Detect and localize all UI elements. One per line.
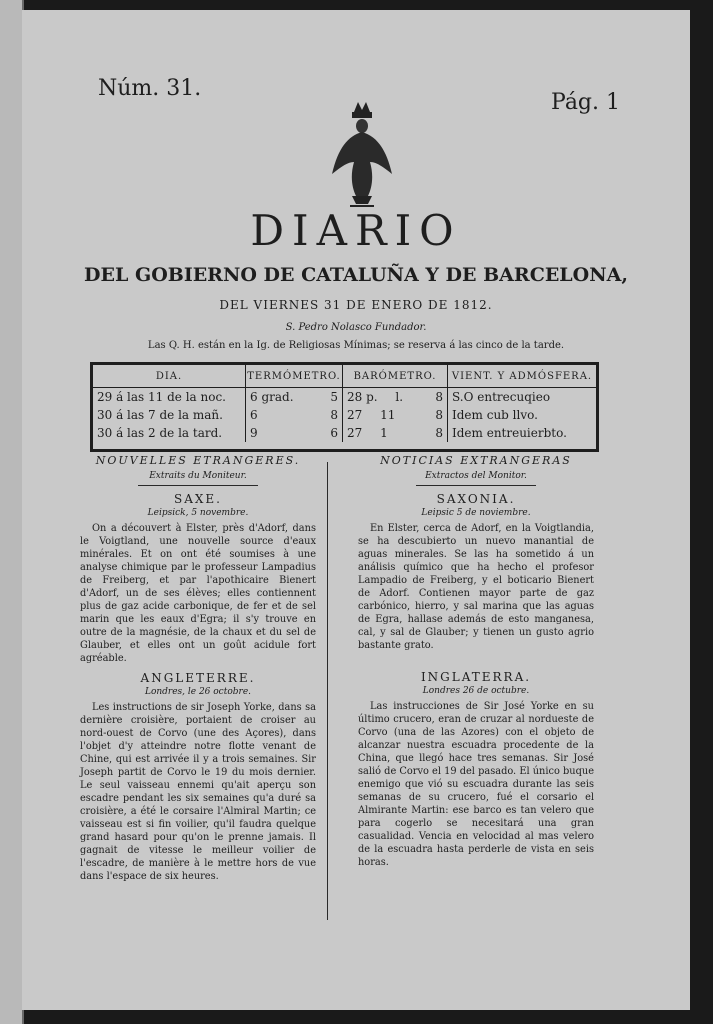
wind-cell: S.O entrecuqieo [452,390,551,404]
rule [416,485,536,486]
church-notice: Las Q. H. están en la Ig. de Religiosas Mínimas; se reserva á las cinco de la tarde. [147,340,565,351]
weather-table [90,362,599,452]
article-text: En Elster, cerca de Adorf, en la Voigtlandia, se ha descubierto un nuevo manantial de aguas minerales. Se las ha sometido á un análisis químico que ha hecho el profesor Lampadio de Freiberg, y el boticario Bienert de Adorf. Contienen mayor parte de gaz carbónico, hierro, y sal marina que las aguas de Egra, hallase además de esto manganesa, cal, y sal de Glauber; y tienen un gusto agrio bastante grato. [358,523,594,651]
temp-cell: 6 grad. 5 [246,388,343,407]
dateline: Londres 26 de octubre. [422,686,530,696]
column-divider [327,462,328,920]
table-row [93,406,596,424]
pressure-cell: 28 p. l. 8 [343,388,448,407]
col-termometro: TERMÓMETRO. [246,365,343,388]
adjacent-page-edge [0,0,24,1024]
newspaper-page [22,10,690,1010]
section-heading: ANGLETERRE. [140,671,256,685]
pressure-cell: 27 1 8 [343,424,448,442]
temp-cell: 6 8 [246,406,343,424]
pressure-cell: 27 11 8 [343,406,448,424]
newspaper-title: DIARIO [250,206,462,255]
column-heading: NOTICIAS EXTRANGERAS [380,454,572,467]
section-heading: SAXE. [173,492,222,506]
col-dia: DIA. [93,365,246,388]
temp-cell: 9 6 [246,424,343,442]
source-line: Extractos del Monitor. [425,471,527,481]
col-barometro: BARÓMETRO. [343,365,448,388]
wind-cell: Idem entreuierbto. [452,426,567,440]
dateline: Londres, le 26 octobre. [144,687,252,697]
day-cell: 29 á las 11 de la noc. [93,388,246,407]
crowned-eagle-emblem [328,96,396,214]
dateline: Leipsick, 5 novembre. [147,508,249,518]
column-heading: NOUVELLES ETRANGERES. [95,454,301,467]
day-cell: 30 á las 7 de la mañ. [93,406,246,424]
table-row [93,388,596,407]
article-text: Les instructions de sir Joseph Yorke, dans sa dernière croisière, portaient de croiser au nord-ouest de Corvo (une des Açores), dans l'objet d'y atteindre notre flotte venant de Chine, qui est arrivée il y a trois semaines. Sir Joseph partit de Corvo le 19 du mois dernier. Le seul vaisseau ennemi qu'ait aperçu son escadre pendant les six semaines qu'a duré sa croisière, a été le corsaire l'Almiral Martin; ce vaisseau est si fin voilier, qu'il faudra quelque grand hasard pour qu'on le prenne jamais. Il gagnait de vitesse le meilleur voilier de l'escadre, de manière à le mettre hors de vue dans l'espace de six heures. [80,702,316,882]
section-heading: SAXONIA. [436,492,516,506]
rule [138,485,258,486]
newspaper-subtitle: DEL GOBIERNO DE CATALUÑA Y DE BARCELONA, [84,264,628,286]
source-line: Extraits du Moniteur. [149,471,247,481]
spanish-column [358,454,594,869]
section-heading: INGLATERRA. [420,670,532,684]
article-text: On a découvert à Elster, près d'Adorf, dans le Voigtland, une nouvelle source d'eaux minérales. Et on ont été soumises à une analyse chimique par le professeur Lampadius de Freiberg, et par l'apothicaire Bienert d'Adorf, un de ses élèves; elles contiennent plus de gaz acide carbonique, de fer et de sel marin que les eaux d'Egra; il s'y trouve en outre de la magnésie, de la chaux et du sel de Glauber, et elles ont un goût acidule fort agréable. [80,523,316,664]
issue-date: DEL VIERNES 31 DE ENERO DE 1812. [219,298,493,312]
issue-number: Núm. 31. [98,76,202,101]
article-text: Las instrucciones de Sir José Yorke en su último crucero, eran de cruzar al nordueste de Corvo (una de las Azores) con el objeto de alcanzar nuestra escuadra procedente de la China, que llegó hace tres semanas. Sir José salió de Corvo el 19 del pasado. El único buque enemigo que vió su escuadra durante las seis semanas de su crucero, fué el corsario el Almirante Martin: ese barco es tan velero que para cogerlo se necesitará una gran casualidad. Vencia en velocidad al mas velero de la escuadra hasta perderle de vista en seis horas. [358,701,594,868]
wind-cell: Idem cub llvo. [452,408,538,422]
day-cell: 30 á las 2 de la tard. [93,424,246,442]
col-viento: VIENT. Y ADMÓSFERA. [448,365,597,388]
saint-of-day: S. Pedro Nolasco Fundador. [285,322,427,333]
table-row [93,424,596,442]
french-column [80,454,316,883]
dateline: Leipsic 5 de noviembre. [421,508,531,518]
page-number: Pág. 1 [551,90,620,115]
